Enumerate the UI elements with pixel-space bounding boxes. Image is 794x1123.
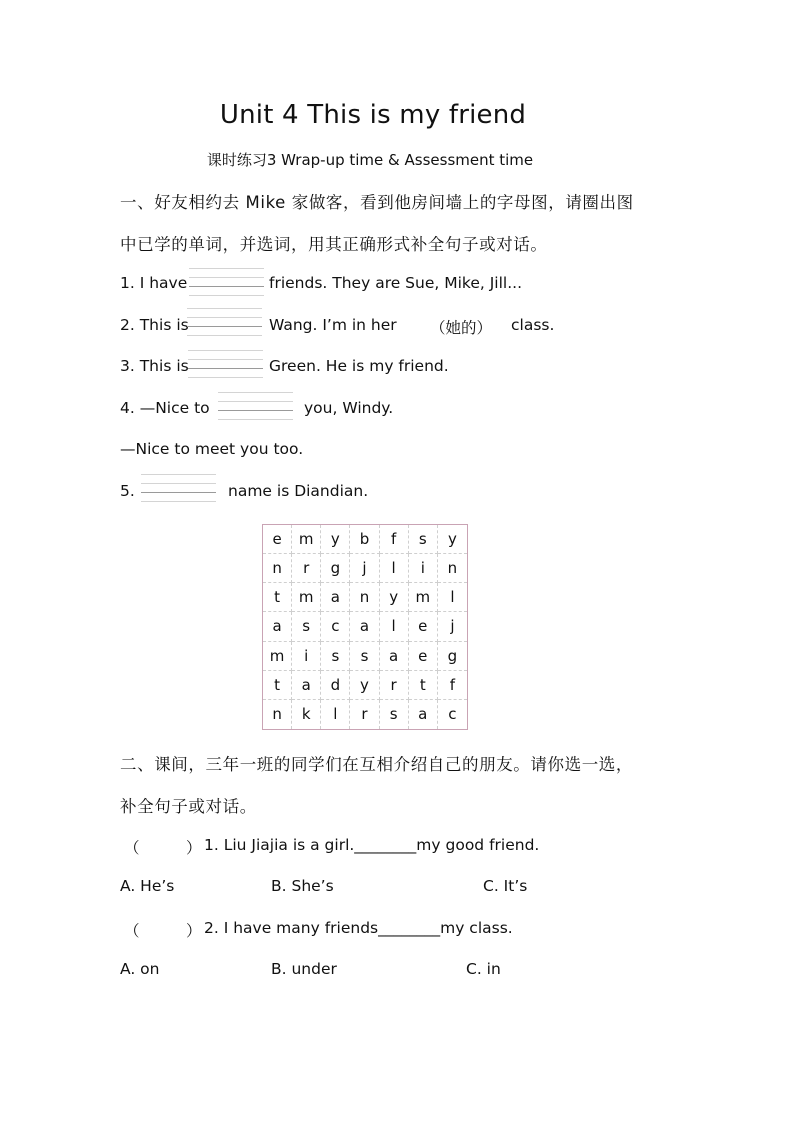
q2-prefix: 2. This is [120, 316, 189, 334]
q4-prefix: 4. —Nice to [120, 399, 210, 417]
letter-grid-cell[interactable]: m [263, 642, 292, 671]
s2-q1-answer-paren[interactable]: （ ） [124, 839, 202, 857]
letter-grid-cell[interactable]: y [321, 525, 350, 554]
letter-grid-cell[interactable]: y [350, 671, 379, 700]
q2-end: class. [511, 316, 555, 334]
letter-grid-cell[interactable]: l [380, 554, 409, 583]
q5-prefix: 5. [120, 482, 135, 500]
letter-grid-cell[interactable]: s [292, 612, 321, 641]
letter-grid-cell[interactable]: c [321, 612, 350, 641]
s2-q1-option-c[interactable]: C. It’s [483, 877, 528, 895]
letter-grid [262, 524, 468, 730]
letter-grid-cell[interactable]: n [263, 554, 292, 583]
letter-grid-cell[interactable]: n [350, 583, 379, 612]
s2-q1-option-b[interactable]: B. She’s [271, 877, 334, 895]
letter-grid-cell[interactable]: n [438, 554, 467, 583]
q5-answer-blank[interactable] [141, 474, 216, 502]
q3-prefix: 3. This is [120, 357, 189, 375]
letter-grid-cell[interactable]: r [380, 671, 409, 700]
s2-q2-option-a[interactable]: A. on [120, 960, 160, 978]
s2-q1-stem: 1. Liu Jiajia is a girl.________my good friend. [204, 836, 540, 854]
q1-prefix: 1. I have [120, 274, 188, 292]
letter-grid-cell[interactable]: y [380, 583, 409, 612]
s2-q2-stem: 2. I have many friends________my class. [204, 919, 513, 937]
letter-grid-cell[interactable]: l [438, 583, 467, 612]
letter-grid-cell[interactable]: i [292, 642, 321, 671]
letter-grid-cell[interactable]: s [350, 642, 379, 671]
letter-grid-cell[interactable]: t [263, 583, 292, 612]
q3-suffix: Green. He is my friend. [269, 357, 449, 375]
letter-grid-cell[interactable]: e [409, 642, 438, 671]
letter-grid-cell[interactable]: e [409, 612, 438, 641]
letter-grid-cell[interactable]: j [438, 612, 467, 641]
q1-suffix: friends. They are Sue, Mike, Jill... [269, 274, 523, 292]
q4-answer-blank[interactable] [218, 392, 293, 420]
q4-reply: —Nice to meet you too. [120, 440, 304, 458]
letter-grid-cell[interactable]: a [263, 612, 292, 641]
letter-grid-cell[interactable]: r [292, 554, 321, 583]
s2-q2-answer-paren[interactable]: （ ） [124, 922, 202, 940]
letter-grid-cell[interactable]: f [380, 525, 409, 554]
q2-hint: （她的） [430, 319, 493, 337]
letter-grid-cell[interactable]: m [409, 583, 438, 612]
letter-grid-cell[interactable]: l [321, 700, 350, 729]
page-title: Unit 4 This is my friend [219, 100, 527, 130]
letter-grid-cell[interactable]: r [350, 700, 379, 729]
letter-grid-cell[interactable]: y [438, 525, 467, 554]
letter-grid-cell[interactable]: g [321, 554, 350, 583]
q2-middle: Wang. I’m in her [269, 316, 397, 334]
letter-grid-cell[interactable]: a [380, 642, 409, 671]
q3-answer-blank[interactable] [188, 350, 263, 378]
page-subtitle: 课时练习3 Wrap-up time & Assessment time [206, 151, 534, 169]
letter-grid-cell[interactable]: s [321, 642, 350, 671]
letter-grid-cell[interactable]: a [292, 671, 321, 700]
letter-grid-cell[interactable]: t [409, 671, 438, 700]
letter-grid-cell[interactable]: m [292, 525, 321, 554]
letter-grid-cell[interactable]: s [409, 525, 438, 554]
letter-grid-cell[interactable]: e [263, 525, 292, 554]
s2-q2-option-b[interactable]: B. under [271, 960, 337, 978]
letter-grid-cell[interactable]: m [292, 583, 321, 612]
q2-answer-blank[interactable] [187, 308, 262, 336]
section1-instruction-line1: 一、好友相约去 Mike 家做客，看到他房间墙上的字母图，请圈出图 [120, 193, 634, 212]
s2-q1-option-a[interactable]: A. He’s [120, 877, 175, 895]
letter-grid-cell[interactable]: c [448, 705, 457, 724]
letter-grid-cell[interactable]: k [292, 700, 321, 729]
letter-grid-cell[interactable]: d [321, 671, 350, 700]
s2-q2-option-c[interactable]: C. in [466, 960, 501, 978]
letter-grid-cell[interactable]: s [380, 700, 409, 729]
letter-grid-cell[interactable]: g [438, 642, 467, 671]
letter-grid-cell[interactable]: j [350, 554, 379, 583]
section1-instruction-line2: 中已学的单词，并选词，用其正确形式补全句子或对话。 [120, 235, 548, 254]
q1-answer-blank[interactable] [189, 268, 264, 296]
letter-grid-cell[interactable]: a [409, 700, 438, 729]
q5-suffix: name is Diandian. [228, 482, 369, 500]
letter-grid-cell[interactable]: l [380, 612, 409, 641]
letter-grid-cell[interactable]: i [409, 554, 438, 583]
letter-grid-cell[interactable]: a [350, 612, 379, 641]
letter-grid-cell[interactable]: n [263, 700, 292, 729]
q4-suffix: you, Windy. [304, 399, 394, 417]
letter-grid-cell[interactable]: t [263, 671, 292, 700]
letter-grid-cell[interactable]: a [321, 583, 350, 612]
section2-instruction-line1: 二、课间，三年一班的同学们在互相介绍自己的朋友。请你选一选， [120, 755, 633, 774]
section2-instruction-line2: 补全句子或对话。 [120, 797, 257, 816]
letter-grid-cell[interactable]: f [438, 671, 467, 700]
letter-grid-cell[interactable]: b [350, 525, 379, 554]
